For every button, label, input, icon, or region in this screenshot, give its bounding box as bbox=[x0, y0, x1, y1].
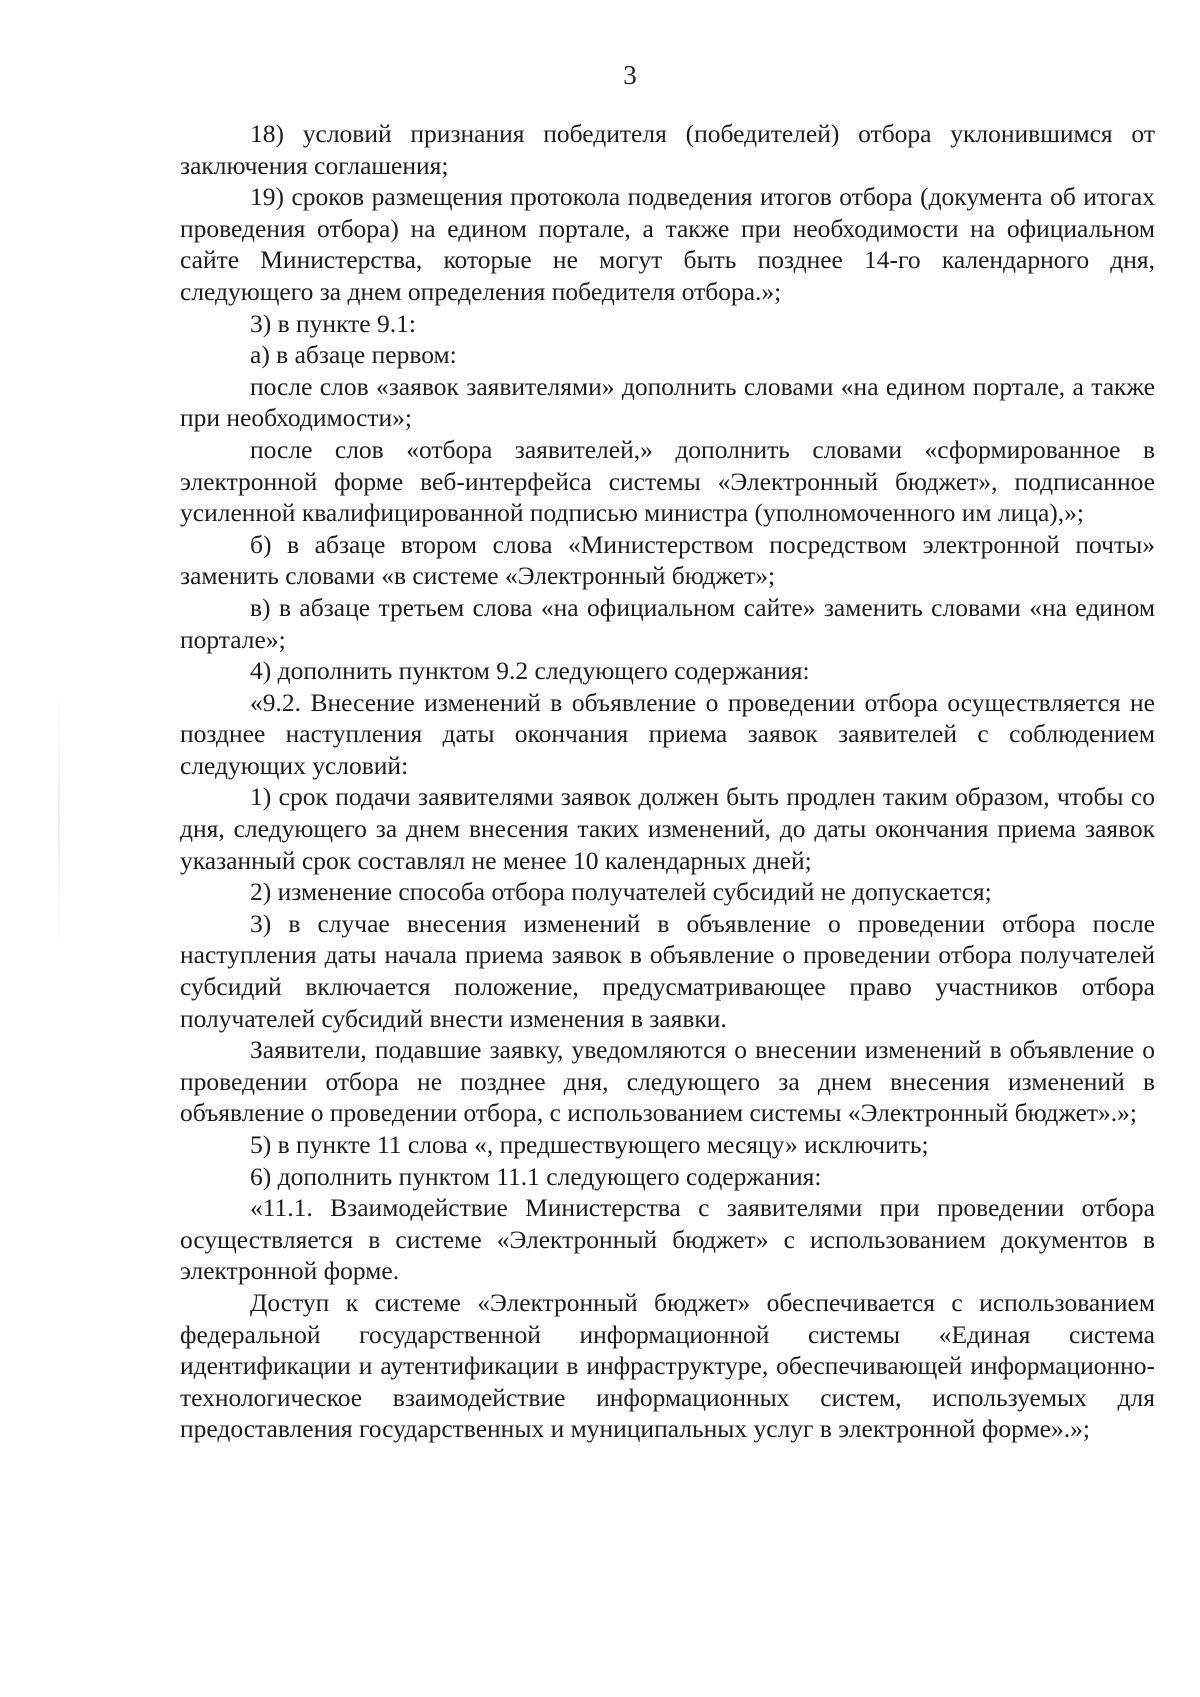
scan-artifact bbox=[58, 690, 60, 950]
paragraph-clause-11-1: «11.1. Взаимодействие Министерства с заявителями при проведении отбора осуществляется в системе «Электронный бюджет» с использованием документов в электронной форме. bbox=[180, 1193, 1155, 1286]
paragraph-condition-2: 2) изменение способа отбора получателей субсидий не допускается; bbox=[250, 877, 992, 907]
paragraph-condition-3: 3) в случае внесения изменений в объявление о проведении отбора после наступления даты начала приема заявок в объявление о проведении отбора получателей субсидий включается положение, предусматривающее право участников отбора получателей субсидий внести изменения в заявки. bbox=[180, 908, 1155, 1033]
paragraph-subpoint-v: в) в абзаце третьем слова «на официальном сайте» заменить словами «на едином портале»; bbox=[180, 592, 1155, 654]
paragraph-clause-9-2: «9.2. Внесение изменений в объявление о проведении отбора осуществляется не позднее наступления даты окончания приема заявок заявителей с соблюдением следующих условий: bbox=[180, 687, 1155, 780]
paragraph-point-6: 6) дополнить пунктом 11.1 следующего содержания: bbox=[250, 1161, 822, 1191]
paragraph-item-18: 18) условий признания победителя (победителей) отбора уклонившимся от заключения соглашения; bbox=[180, 119, 1155, 180]
paragraph-access: Доступ к системе «Электронный бюджет» обеспечивается с использованием федеральной государственной информационной системы «Единая система идентификации и аутентификации в инфраструктуре, обеспечивающей информационно-технологическое взаимодействие информационных систем, используемых для предоставления государственных и муниципальных услуг в электронной форме».»; bbox=[180, 1287, 1155, 1444]
page-number: 3 bbox=[623, 60, 637, 90]
paragraph-amendment-1: после слов «заявок заявителями» дополнить словами «на едином портале, а также при необходимости»; bbox=[180, 371, 1155, 433]
paragraph-item-19: 19) сроков размещения протокола подведения итогов отбора (документа об итогах проведения отбора) на едином портале, а также при необходимости на официальном сайте Министерства, которые не могут быть позднее 14-го календарного дня, следующего за днем определения победителя отбора.»; bbox=[180, 182, 1155, 306]
paragraph-subpoint-a: а) в абзаце первом: bbox=[250, 340, 457, 370]
paragraph-amendment-2: после слов «отбора заявителей,» дополнить словами «сформированное в электронной форме веб-интерфейса системы «Электронный бюджет», подписанное усиленной квалифицированной подписью министра (уполномоченного им лица),»; bbox=[180, 434, 1155, 528]
paragraph-point-4: 4) дополнить пунктом 9.2 следующего содержания: bbox=[250, 656, 810, 686]
paragraph-point-5: 5) в пункте 11 слова «, предшествующего месяцу» исключить; bbox=[250, 1130, 929, 1159]
paragraph-condition-1: 1) срок подачи заявителями заявок должен быть продлен таким образом, чтобы со дня, следующего за днем внесения таких изменений, до даты окончания приема заявок указанный срок составлял не менее 10 календарных дней; bbox=[180, 782, 1155, 875]
document-body bbox=[180, 118, 1155, 1445]
paragraph-notification: Заявители, подавшие заявку, уведомляются о внесении изменений в объявление о проведении отбора не позднее дня, следующего за днем внесения изменений в объявление о проведении отбора, с использованием системы «Электронный бюджет».»; bbox=[180, 1035, 1155, 1128]
paragraph-subpoint-b: б) в абзаце втором слова «Министерством посредством электронной почты» заменить словами «в системе «Электронный бюджет»; bbox=[180, 529, 1155, 591]
paragraph-point-3: 3) в пункте 9.1: bbox=[250, 308, 416, 338]
